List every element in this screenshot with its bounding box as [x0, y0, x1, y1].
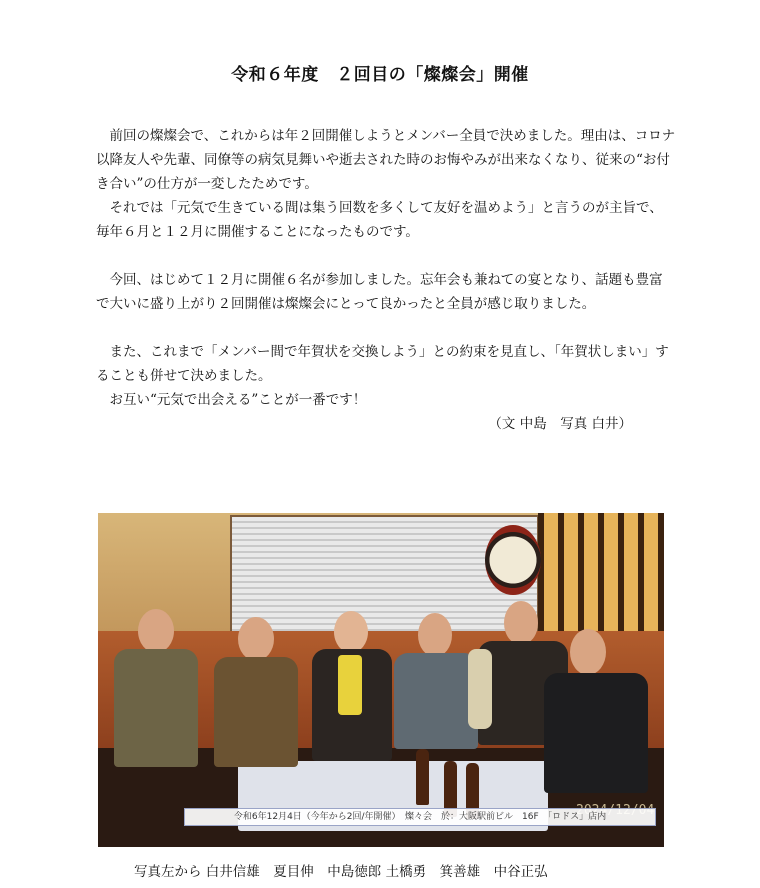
author-credit: （文 中島 写真 白井）: [488, 416, 632, 432]
article-body: [96, 124, 676, 436]
group-photo: [98, 513, 664, 847]
decorative-plate-icon: [485, 525, 541, 595]
paragraph-3: 今回、はじめて１２月に開催６名が参加しました。忘年会も兼ねての宴となり、話題も豊富で大いに盛り上がり２回開催は燦燦会にとって良かったと全員が感じ取りました。: [96, 272, 663, 312]
photo-overlay-caption: 令和6年12月4日（今年から2回/年開催） 燦々会 於：大阪駅前ビル 16F 「ロドス」店内: [184, 808, 656, 826]
paragraph-gap: [96, 316, 676, 340]
photo-names-caption: 写真左から 白井信雄 夏目伸 中島徳郎 土橋勇 箕善雄 中谷正弘: [134, 864, 548, 880]
paragraph-gap: [96, 244, 676, 268]
page-title: 令和６年度 ２回目の「燦燦会」開催: [231, 65, 529, 85]
beer-bottle-icon: [416, 749, 429, 805]
paragraph-2: それでは「元気で生きている間は集う回数を多くして友好を温めよう」と言うのが主旨で、毎年６月と１２月に開催することになったものです。: [96, 200, 663, 240]
paragraph-5: お互い“元気で出会える”ことが一番です！: [109, 392, 367, 408]
paragraph-4: また、これまで「メンバー間で年賀状を交換しよう」との約束を見直し、「年賀状しまい」することも併せて決めました。: [96, 344, 669, 384]
paragraph-1: 前回の燦燦会で、これからは年２回開催しようとメンバー全員で決めました。理由は、コロナ以降友人や先輩、同僚等の病気見舞いや逝去された時のお悔やみが出来なくなり、従来の“お付き合い”の仕方が一変したためです。: [96, 128, 676, 192]
